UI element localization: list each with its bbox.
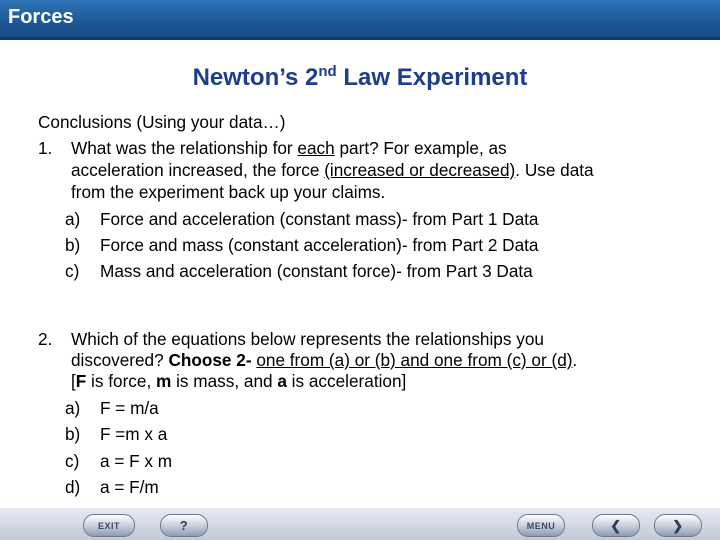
q1-item-a-letter: a) [65, 209, 81, 229]
q2-item-a-letter: a) [65, 398, 81, 418]
q1-item-a-text: Force and acceleration (constant mass)- from Part 1 Data [100, 209, 539, 229]
title-superscript: nd [318, 63, 337, 80]
q2-item-c-text: a = F x m [100, 451, 173, 471]
q2-line1: Which of the equations below represents the relationships you [71, 329, 544, 349]
q1-item-c-text: Mass and acceleration (constant force)- from Part 3 Data [100, 261, 533, 281]
q2-item-a-text: F = m/a [100, 398, 159, 418]
choose-2-bold: Choose 2- [168, 350, 252, 370]
q2-item-d-text: a = F/m [100, 477, 159, 497]
title-rest: Law Experiment [336, 64, 528, 91]
menu-button-label: MENU [526, 520, 556, 531]
q1-line3: from the experiment back up your claims. [71, 182, 386, 202]
q2-line2: discovered? Choose 2- one from (a) or (b) and one from (c) or (d). [71, 350, 578, 370]
next-button[interactable] [654, 514, 702, 537]
header-divider [0, 37, 720, 40]
q1-line2: acceleration increased, the force (increased or decreased). Use data [71, 160, 594, 180]
help-button[interactable] [160, 514, 208, 537]
q2-line3: [F is force, m is mass, and a is acceleration] [71, 371, 407, 391]
title-main: Newton’s 2 [192, 64, 319, 91]
menu-button[interactable] [517, 514, 565, 537]
question-mark-icon: ? [179, 518, 189, 533]
q1-line1: What was the relationship for each part? For example, as [71, 138, 507, 158]
previous-button[interactable] [592, 514, 640, 537]
exit-button-label: EXIT [97, 520, 120, 531]
exit-button[interactable] [83, 514, 135, 537]
chapter-label: Forces [8, 6, 74, 28]
slide-title [0, 64, 720, 92]
q1-item-c-letter: c) [65, 261, 80, 281]
header-bar [0, 0, 720, 40]
q2-item-b-text: F =m x a [100, 424, 168, 444]
q1-item-b-letter: b) [65, 235, 81, 255]
q2-item-b-letter: b) [65, 424, 81, 444]
q2-number: 2. [38, 329, 53, 349]
q1-item-b-text: Force and mass (constant acceleration)- from Part 2 Data [100, 235, 539, 255]
q2-item-c-letter: c) [65, 451, 80, 471]
chevron-right-icon: ❯ [672, 517, 684, 533]
underline-each: each [297, 138, 335, 158]
q1-number: 1. [38, 138, 53, 158]
underline-choice-instructions: one from (a) or (b) and one from (c) or (d) [256, 350, 573, 370]
conclusions-heading: Conclusions (Using your data…) [38, 112, 286, 132]
q2-item-d-letter: d) [65, 477, 81, 497]
chevron-left-icon: ❮ [610, 517, 622, 533]
underline-increased-or-decreased: (increased or decreased) [324, 160, 516, 180]
footer-nav-bar [0, 508, 720, 540]
